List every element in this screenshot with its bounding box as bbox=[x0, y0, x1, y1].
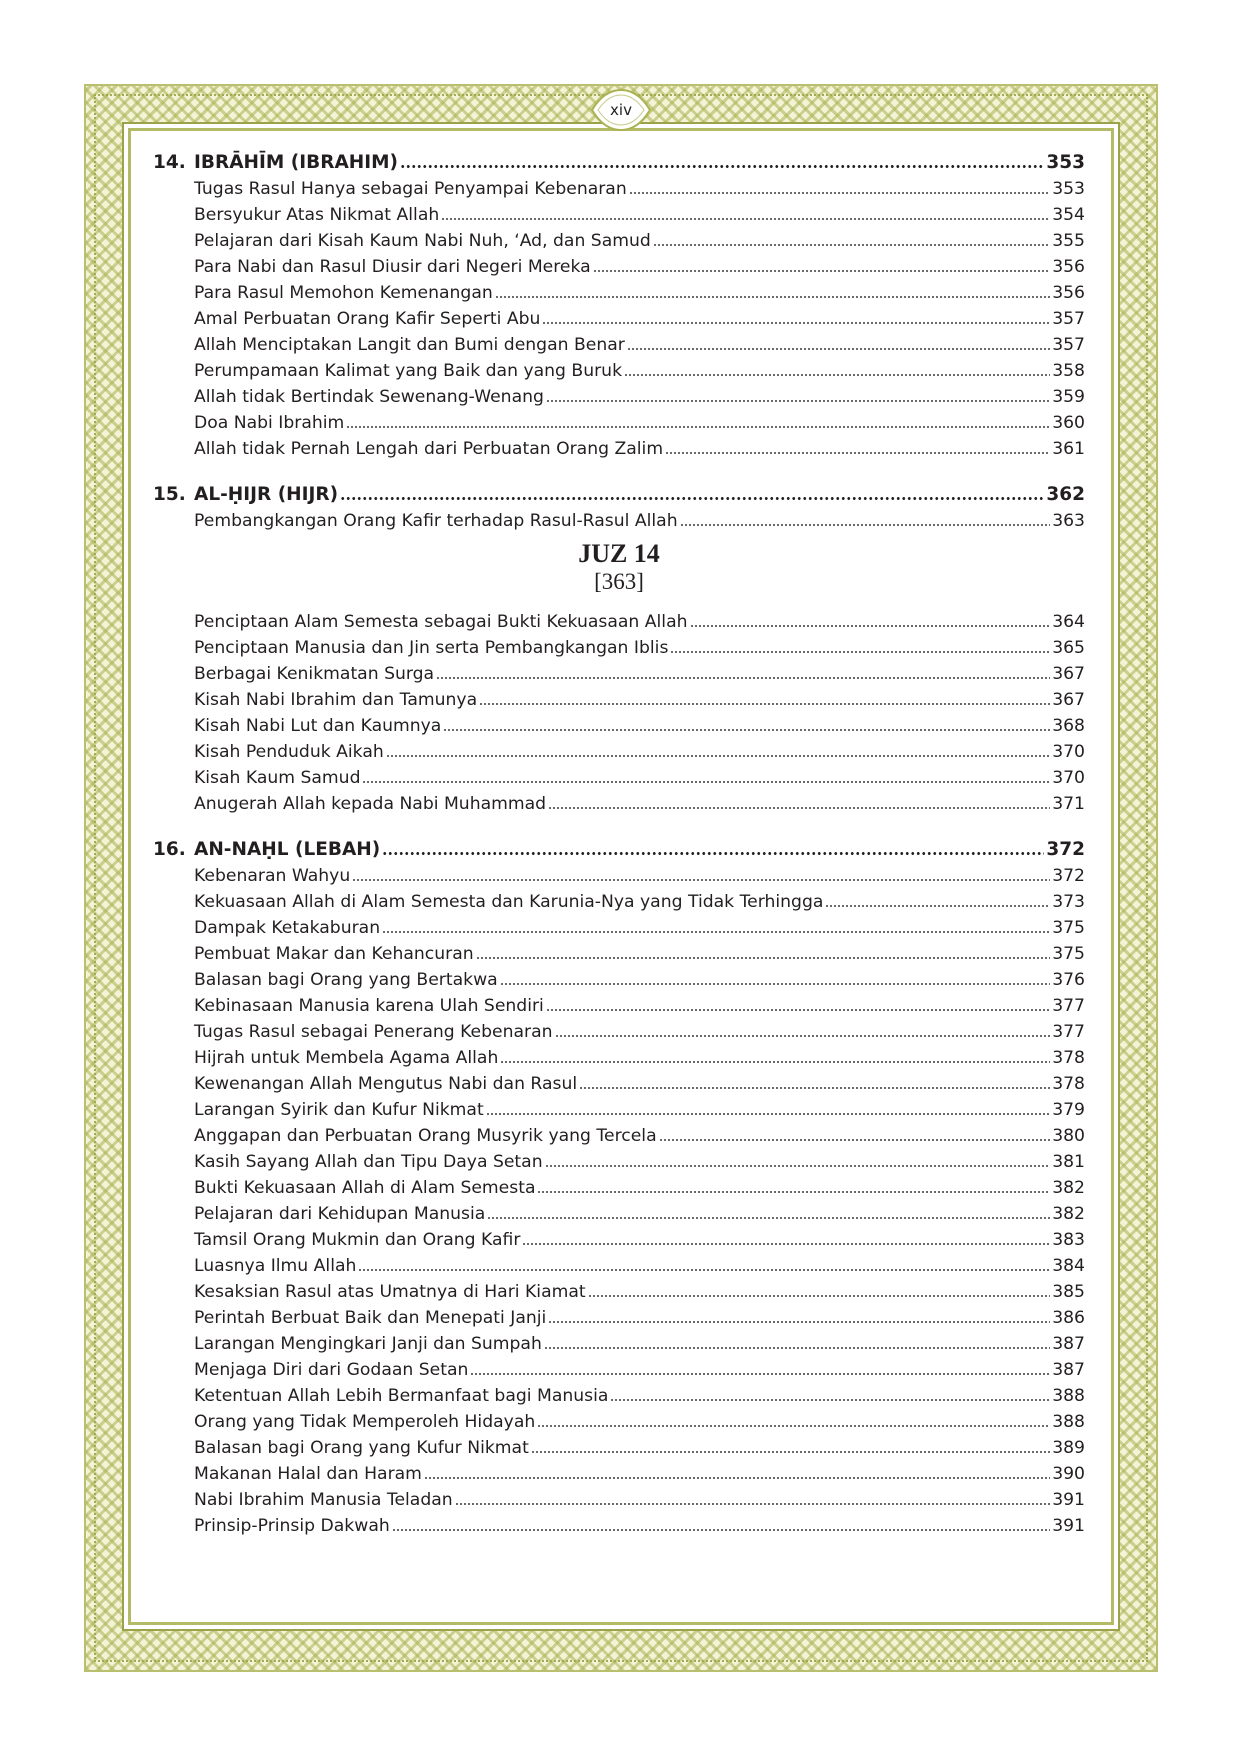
entry-list bbox=[153, 176, 1085, 462]
dot-leader bbox=[537, 1178, 1050, 1198]
entry-page: 360 bbox=[1052, 413, 1085, 433]
dot-leader bbox=[588, 1282, 1051, 1302]
section-spacer bbox=[153, 817, 1085, 837]
toc-entry[interactable] bbox=[194, 1513, 1085, 1539]
dot-leader bbox=[382, 918, 1050, 938]
entry-title: Anugerah Allah kepada Nabi Muhammad bbox=[194, 794, 547, 814]
section-spacer bbox=[153, 462, 1085, 482]
toc-entry[interactable] bbox=[194, 915, 1085, 941]
toc-entry[interactable] bbox=[194, 1175, 1085, 1201]
entry-title: Dampak Ketakaburan bbox=[194, 918, 381, 938]
dot-leader bbox=[476, 944, 1051, 964]
entry-title: Prinsip-Prinsip Dakwah bbox=[194, 1516, 390, 1536]
section-page: 372 bbox=[1046, 839, 1085, 860]
dot-leader bbox=[548, 1308, 1050, 1328]
toc-entry[interactable] bbox=[194, 791, 1085, 817]
dot-leader bbox=[629, 179, 1050, 199]
entry-title: Allah Menciptakan Langit dan Bumi dengan Benar bbox=[194, 335, 625, 355]
entry-title: Ketentuan Allah Lebih Bermanfaat bagi Manusia bbox=[194, 1386, 609, 1406]
section-title: AL-ḤIJR (HIJR) bbox=[194, 484, 339, 505]
entry-page: 370 bbox=[1052, 768, 1085, 788]
entry-page: 372 bbox=[1052, 866, 1085, 886]
entry-title: Penciptaan Alam Semesta sebagai Bukti Kekuasaan Allah bbox=[194, 612, 688, 632]
entry-page: 373 bbox=[1052, 892, 1085, 912]
entry-page: 361 bbox=[1052, 439, 1085, 459]
dot-leader bbox=[624, 361, 1050, 381]
juz-title: JUZ 14 bbox=[578, 539, 660, 568]
entry-title: Anggapan dan Perbuatan Orang Musyrik yang Tercela bbox=[194, 1126, 657, 1146]
toc-entry[interactable] bbox=[194, 889, 1085, 915]
toc-entry[interactable] bbox=[194, 254, 1085, 280]
juz-page: [363] bbox=[594, 569, 644, 594]
entry-page: 363 bbox=[1052, 511, 1085, 531]
toc-entry[interactable] bbox=[194, 863, 1085, 889]
toc-entry[interactable] bbox=[194, 202, 1085, 228]
dot-leader bbox=[542, 309, 1050, 329]
entry-page: 364 bbox=[1052, 612, 1085, 632]
entry-title: Pelajaran dari Kisah Kaum Nabi Nuh, ‘Ad, dan Samud bbox=[194, 231, 651, 251]
section-number: 15. bbox=[153, 484, 186, 505]
entry-title: Hijrah untuk Membela Agama Allah bbox=[194, 1048, 499, 1068]
dot-leader bbox=[546, 387, 1050, 407]
entry-list bbox=[153, 508, 1085, 534]
dot-leader bbox=[544, 1334, 1050, 1354]
toc-entry[interactable] bbox=[194, 1305, 1085, 1331]
entry-title: Balasan bagi Orang yang Bertakwa bbox=[194, 970, 498, 990]
entry-title: Kebenaran Wahyu bbox=[194, 866, 351, 886]
entry-title: Penciptaan Manusia dan Jin serta Pembangkangan Iblis bbox=[194, 638, 669, 658]
toc-entry[interactable] bbox=[194, 1409, 1085, 1435]
entry-page: 357 bbox=[1052, 335, 1085, 355]
entry-page: 365 bbox=[1052, 638, 1085, 658]
entry-page: 353 bbox=[1052, 179, 1085, 199]
dot-leader bbox=[352, 866, 1050, 886]
entry-page: 376 bbox=[1052, 970, 1085, 990]
entry-page: 381 bbox=[1052, 1152, 1085, 1172]
toc-entry[interactable] bbox=[194, 1279, 1085, 1305]
section-number: 16. bbox=[153, 839, 186, 860]
dot-leader bbox=[825, 892, 1050, 912]
entry-page: 380 bbox=[1052, 1126, 1085, 1146]
dot-leader bbox=[486, 1100, 1050, 1120]
dot-leader bbox=[487, 1204, 1050, 1224]
toc-entry[interactable] bbox=[194, 358, 1085, 384]
dot-leader bbox=[362, 768, 1050, 788]
entry-page: 379 bbox=[1052, 1100, 1085, 1120]
entry-page: 385 bbox=[1052, 1282, 1085, 1302]
dot-leader bbox=[546, 996, 1050, 1016]
dot-leader bbox=[531, 1438, 1050, 1458]
section-heading[interactable] bbox=[153, 482, 1085, 508]
entry-page: 391 bbox=[1052, 1516, 1085, 1536]
entry-page: 367 bbox=[1052, 664, 1085, 684]
entry-title: Kesaksian Rasul atas Umatnya di Hari Kiamat bbox=[194, 1282, 586, 1302]
table-of-contents bbox=[153, 150, 1085, 1539]
entry-title: Bersyukur Atas Nikmat Allah bbox=[194, 205, 440, 225]
section-title: AN-NAḤL (LEBAH) bbox=[194, 839, 381, 860]
entry-title: Kasih Sayang Allah dan Tipu Daya Setan bbox=[194, 1152, 543, 1172]
dot-leader bbox=[358, 1256, 1050, 1276]
entry-page: 378 bbox=[1052, 1048, 1085, 1068]
entry-title: Pelajaran dari Kehidupan Manusia bbox=[194, 1204, 486, 1224]
entry-title: Luasnya Ilmu Allah bbox=[194, 1256, 357, 1276]
entry-title: Menjaga Diri dari Godaan Setan bbox=[194, 1360, 469, 1380]
dot-leader bbox=[443, 716, 1050, 736]
entry-page: 357 bbox=[1052, 309, 1085, 329]
entry-title: Berbagai Kenikmatan Surga bbox=[194, 664, 435, 684]
toc-entry[interactable] bbox=[194, 1383, 1085, 1409]
entry-page: 355 bbox=[1052, 231, 1085, 251]
dot-leader bbox=[627, 335, 1050, 355]
toc-entry[interactable] bbox=[194, 280, 1085, 306]
dot-leader bbox=[400, 153, 1044, 173]
dot-leader bbox=[495, 283, 1050, 303]
entry-page: 389 bbox=[1052, 1438, 1085, 1458]
toc-entry[interactable] bbox=[194, 1071, 1085, 1097]
dot-leader bbox=[392, 1516, 1050, 1536]
toc-entry[interactable] bbox=[194, 332, 1085, 358]
entry-page: 383 bbox=[1052, 1230, 1085, 1250]
entry-title: Orang yang Tidak Memperoleh Hidayah bbox=[194, 1412, 536, 1432]
section-heading[interactable] bbox=[153, 150, 1085, 176]
entry-page: 384 bbox=[1052, 1256, 1085, 1276]
entry-page: 377 bbox=[1052, 996, 1085, 1016]
entry-page: 388 bbox=[1052, 1386, 1085, 1406]
entry-page: 382 bbox=[1052, 1178, 1085, 1198]
toc-entry[interactable] bbox=[194, 1331, 1085, 1357]
entry-title: Para Nabi dan Rasul Diusir dari Negeri Mereka bbox=[194, 257, 591, 277]
toc-entry[interactable] bbox=[194, 1435, 1085, 1461]
entry-list bbox=[153, 863, 1085, 1539]
toc-entry[interactable] bbox=[194, 176, 1085, 202]
toc-entry[interactable] bbox=[194, 635, 1085, 661]
entry-title: Kebinasaan Manusia karena Ulah Sendiri bbox=[194, 996, 544, 1016]
entry-page: 358 bbox=[1052, 361, 1085, 381]
entry-page: 356 bbox=[1052, 283, 1085, 303]
toc-entry[interactable] bbox=[194, 1097, 1085, 1123]
dot-leader bbox=[455, 1490, 1051, 1510]
dot-leader bbox=[555, 1022, 1051, 1042]
dot-leader bbox=[500, 970, 1051, 990]
entry-title: Para Rasul Memohon Kemenangan bbox=[194, 283, 493, 303]
toc-entry[interactable] bbox=[194, 384, 1085, 410]
toc-entry[interactable] bbox=[194, 1045, 1085, 1071]
dot-leader bbox=[346, 413, 1050, 433]
entry-title: Nabi Ibrahim Manusia Teladan bbox=[194, 1490, 453, 1510]
entry-title: Tugas Rasul Hanya sebagai Penyampai Kebenaran bbox=[194, 179, 627, 199]
toc-entry[interactable] bbox=[194, 410, 1085, 436]
entry-title: Kisah Nabi Lut dan Kaumnya bbox=[194, 716, 442, 736]
entry-title: Tugas Rasul sebagai Penerang Kebenaran bbox=[194, 1022, 553, 1042]
entry-page: 391 bbox=[1052, 1490, 1085, 1510]
dot-leader bbox=[537, 1412, 1050, 1432]
entry-title: Pembangkangan Orang Kafir terhadap Rasul-Rasul Allah bbox=[194, 511, 678, 531]
entry-page: 371 bbox=[1052, 794, 1085, 814]
entry-page: 386 bbox=[1052, 1308, 1085, 1328]
dot-leader bbox=[479, 690, 1050, 710]
dot-leader bbox=[441, 205, 1050, 225]
section-heading[interactable] bbox=[153, 837, 1085, 863]
entry-title: Kekuasaan Allah di Alam Semesta dan Karunia-Nya yang Tidak Terhingga bbox=[194, 892, 824, 912]
dot-leader bbox=[500, 1048, 1050, 1068]
toc-entry[interactable] bbox=[194, 661, 1085, 687]
dot-leader bbox=[340, 485, 1044, 505]
juz-divider bbox=[153, 540, 1085, 595]
section-page: 362 bbox=[1046, 484, 1085, 505]
toc-entry[interactable] bbox=[194, 1461, 1085, 1487]
entry-title: Bukti Kekuasaan Allah di Alam Semesta bbox=[194, 1178, 536, 1198]
dot-leader bbox=[610, 1386, 1050, 1406]
entry-title: Pembuat Makar dan Kehancuran bbox=[194, 944, 474, 964]
toc-entry[interactable] bbox=[194, 713, 1085, 739]
toc-entry[interactable] bbox=[194, 941, 1085, 967]
toc-entry[interactable] bbox=[194, 687, 1085, 713]
entry-page: 388 bbox=[1052, 1412, 1085, 1432]
toc-entry[interactable] bbox=[194, 609, 1085, 635]
toc-entry[interactable] bbox=[194, 1487, 1085, 1513]
entry-title: Perintah Berbuat Baik dan Menepati Janji bbox=[194, 1308, 547, 1328]
entry-page: 387 bbox=[1052, 1360, 1085, 1380]
entry-page: 387 bbox=[1052, 1334, 1085, 1354]
toc-entry[interactable] bbox=[194, 306, 1085, 332]
entry-page: 367 bbox=[1052, 690, 1085, 710]
section-number: 14. bbox=[153, 152, 186, 173]
entry-list bbox=[153, 609, 1085, 817]
entry-title: Balasan bagi Orang yang Kufur Nikmat bbox=[194, 1438, 529, 1458]
toc-entry[interactable] bbox=[194, 1149, 1085, 1175]
entry-title: Makanan Halal dan Haram bbox=[194, 1464, 422, 1484]
toc-entry[interactable] bbox=[194, 1123, 1085, 1149]
toc-entry[interactable] bbox=[194, 739, 1085, 765]
dot-leader bbox=[436, 664, 1050, 684]
toc-entry[interactable] bbox=[194, 1201, 1085, 1227]
toc-entry[interactable] bbox=[194, 967, 1085, 993]
dot-leader bbox=[690, 612, 1051, 632]
dot-leader bbox=[424, 1464, 1050, 1484]
dot-leader bbox=[522, 1230, 1050, 1250]
section-page: 353 bbox=[1046, 152, 1085, 173]
toc-entry[interactable] bbox=[194, 1019, 1085, 1045]
dot-leader bbox=[579, 1074, 1050, 1094]
entry-page: 356 bbox=[1052, 257, 1085, 277]
dot-leader bbox=[665, 439, 1050, 459]
entry-title: Kewenangan Allah Mengutus Nabi dan Rasul bbox=[194, 1074, 578, 1094]
toc-entry[interactable] bbox=[194, 1253, 1085, 1279]
toc-entry[interactable] bbox=[194, 508, 1085, 534]
dot-leader bbox=[386, 742, 1050, 762]
entry-page: 368 bbox=[1052, 716, 1085, 736]
page-number-badge bbox=[586, 84, 656, 136]
dot-leader bbox=[548, 794, 1050, 814]
dot-leader bbox=[382, 840, 1044, 860]
toc-entry[interactable] bbox=[194, 993, 1085, 1019]
entry-title: Kisah Kaum Samud bbox=[194, 768, 361, 788]
toc-entry[interactable] bbox=[194, 436, 1085, 462]
entry-title: Tamsil Orang Mukmin dan Orang Kafir bbox=[194, 1230, 521, 1250]
entry-page: 382 bbox=[1052, 1204, 1085, 1224]
dot-leader bbox=[653, 231, 1050, 251]
section-title: IBRĀHĪM (IBRAHIM) bbox=[194, 152, 398, 173]
toc-entry[interactable] bbox=[194, 1227, 1085, 1253]
entry-title: Perumpamaan Kalimat yang Baik dan yang Buruk bbox=[194, 361, 623, 381]
entry-page: 377 bbox=[1052, 1022, 1085, 1042]
entry-title: Amal Perbuatan Orang Kafir Seperti Abu bbox=[194, 309, 541, 329]
entry-page: 375 bbox=[1052, 944, 1085, 964]
entry-title: Allah tidak Bertindak Sewenang-Wenang bbox=[194, 387, 544, 407]
dot-leader bbox=[545, 1152, 1051, 1172]
entry-title: Larangan Syirik dan Kufur Nikmat bbox=[194, 1100, 484, 1120]
dot-leader bbox=[470, 1360, 1050, 1380]
entry-title: Larangan Mengingkari Janji dan Sumpah bbox=[194, 1334, 542, 1354]
dot-leader bbox=[680, 511, 1051, 531]
dot-leader bbox=[593, 257, 1051, 277]
entry-title: Kisah Nabi Ibrahim dan Tamunya bbox=[194, 690, 478, 710]
toc-entry[interactable] bbox=[194, 1357, 1085, 1383]
entry-title: Doa Nabi Ibrahim bbox=[194, 413, 345, 433]
toc-entry[interactable] bbox=[194, 228, 1085, 254]
entry-page: 378 bbox=[1052, 1074, 1085, 1094]
dot-leader bbox=[670, 638, 1050, 658]
toc-entry[interactable] bbox=[194, 765, 1085, 791]
page-number: xiv bbox=[610, 101, 632, 119]
entry-page: 390 bbox=[1052, 1464, 1085, 1484]
entry-title: Kisah Penduduk Aikah bbox=[194, 742, 384, 762]
entry-page: 354 bbox=[1052, 205, 1085, 225]
entry-page: 375 bbox=[1052, 918, 1085, 938]
dot-leader bbox=[659, 1126, 1051, 1146]
entry-page: 370 bbox=[1052, 742, 1085, 762]
entry-title: Allah tidak Pernah Lengah dari Perbuatan Orang Zalim bbox=[194, 439, 664, 459]
entry-page: 359 bbox=[1052, 387, 1085, 407]
